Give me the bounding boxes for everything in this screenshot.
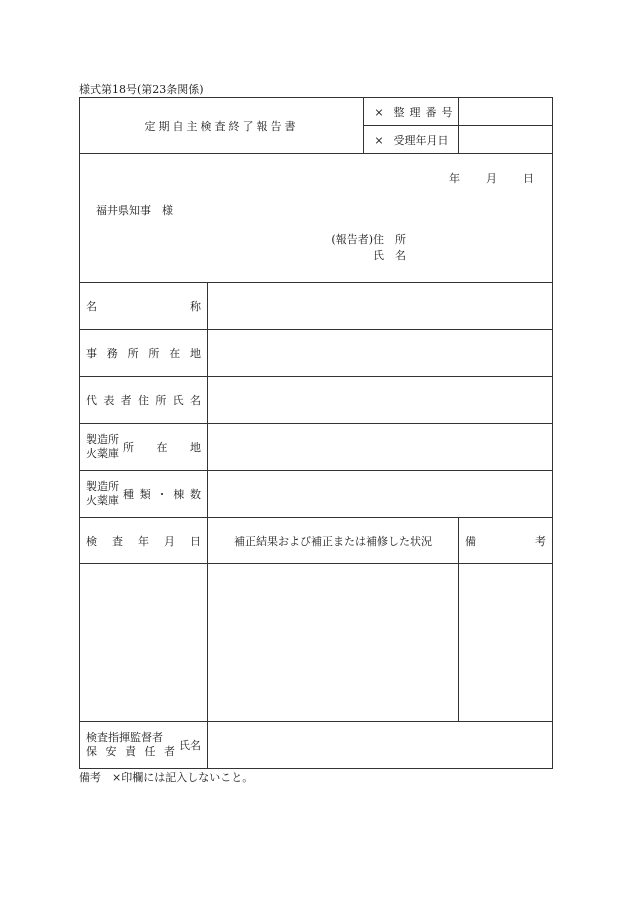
report-form [79,97,553,769]
facility-prefix: 製造所 火薬庫 [86,480,119,507]
registration-number-label: 整理番号 [393,105,458,119]
day-label: 日 [523,172,534,185]
receipt-date-field[interactable] [459,126,553,154]
year-label: 年 [449,172,460,185]
inspection-date-header: 検 査 年 月 日 [80,518,208,564]
reporter-address-label: 住 所 [373,233,406,246]
facility-prefix: 製造所 火薬庫 [86,433,119,460]
type-count-label: 種 類 ・ 棟 数 [123,488,201,501]
remarks-header: 備 考 [459,518,553,564]
representative-label: 代 表 者 住 所 氏 名 [86,394,201,407]
office-date-label-cell [364,126,459,154]
supervisor-label-cell [80,722,208,769]
name-label: 名 称 [86,300,201,313]
facility-location-label-cell [80,424,208,471]
representative-field[interactable] [208,377,553,424]
supervisor-name-label: 氏名 [179,739,201,752]
header-block-cell [80,154,553,283]
remarks-note: 備考 ×印欄には記入しないこと。 [79,771,254,784]
x-mark: × [374,105,384,119]
location-label: 所 在 地 [123,441,201,454]
registration-number-field[interactable] [459,98,553,126]
form-number: 様式第18号(第23条関係) [79,83,204,96]
receipt-date-label: 受理年月日 [393,133,449,147]
reporter-name-label: 氏 名 [373,249,406,262]
facility-type-count-field[interactable] [208,471,553,518]
office-location-label-cell [80,330,208,377]
month-label: 月 [486,172,497,185]
date-line [449,170,534,186]
supervisor-name-field[interactable] [208,722,553,769]
office-location-field[interactable] [208,330,553,377]
correction-result-field[interactable] [208,564,459,722]
supervisor-title: 検査指揮監督者 保 安 責 任 者 [86,731,175,758]
office-location-label: 事 務 所 所 在 地 [86,347,201,360]
x-mark: × [374,133,384,147]
name-label-cell [80,283,208,330]
representative-label-cell [80,377,208,424]
inspection-date-field[interactable] [80,564,208,722]
form-title: 定期自主検査終了報告書 [80,98,364,154]
correction-result-header: 補正結果および補正または補修した状況 [208,518,459,564]
reporter-paren-label: (報告者) [331,233,373,246]
name-field[interactable] [208,283,553,330]
remarks-field[interactable] [459,564,553,722]
facility-type-count-label-cell [80,471,208,518]
addressee: 福井県知事 様 [96,204,173,217]
facility-location-field[interactable] [208,424,553,471]
office-number-label-cell [364,98,459,126]
reporter-block [325,232,413,264]
